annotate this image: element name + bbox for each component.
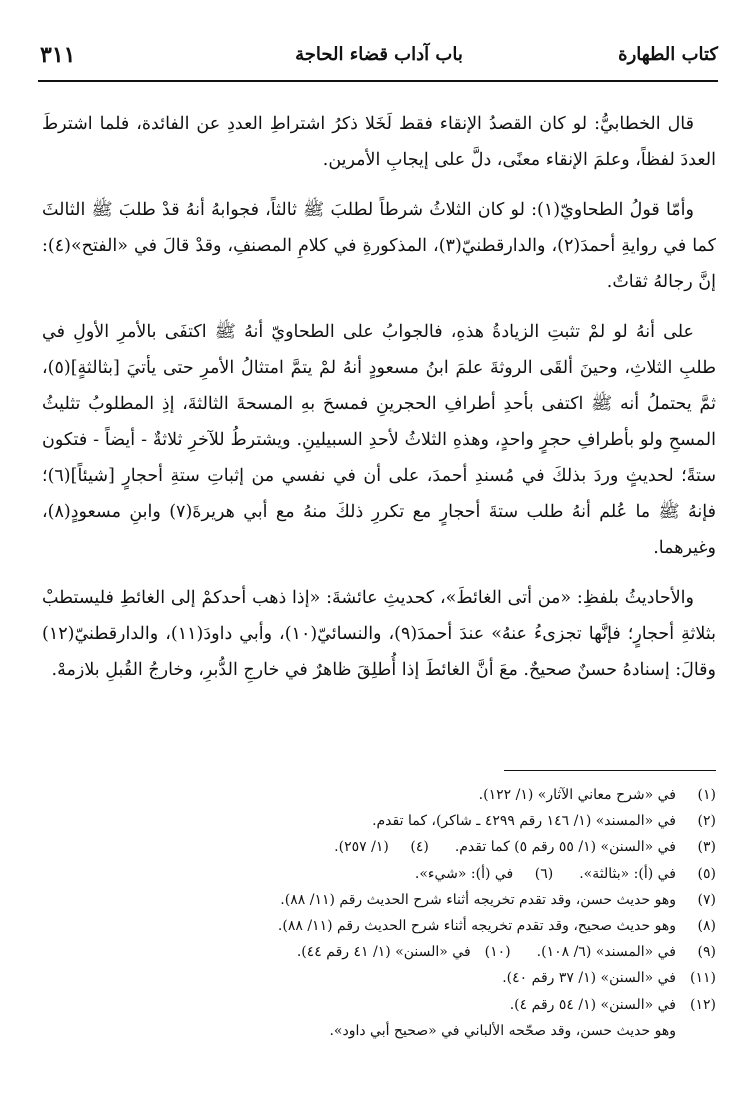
footnote [40, 965, 716, 991]
footnote-text: وهو حديث صحيح، وقد تقدم تخريجه أثناء شرح الحديث رقم (١١/ ٨٨). [277, 918, 676, 935]
footnote-number: (١٠) [484, 944, 511, 961]
footnote-text: في «السنن» (١/ ٥٥ رقم ٥) كما تقدم. [454, 839, 676, 856]
footnote-text: في «المسند» (١/ ١٤٦ رقم ٤٢٩٩ ـ شاكر)، كما تقدم. [372, 813, 676, 830]
running-header [40, 44, 718, 78]
header-rule [38, 80, 718, 82]
footnote-number: (٨) [697, 918, 716, 935]
footnote-text: (١/ ٢٥٧). [334, 839, 389, 856]
footnote-number: (٩) [697, 944, 716, 961]
paragraph: قال الخطابيُّ: لو كان القصدُ الإنقاء فقط لَخَلا ذكرُ اشتراطِ العددِ عن الفائدة، فلما اشترطَ العددَ لفظاً، وعلمَ الإنقاء معنًى، دلَّ على إيجابِ الأمرين. [42, 114, 716, 170]
footnote-text: في «السنن» (١/ ٤١ رقم ٤٤). [296, 944, 471, 961]
footnote-text: في (أ): «شيء». [414, 865, 514, 882]
paragraph: وأمّا قولُ الطحاويّ(١): لو كان الثلاثُ شرطاً لطلبَ ﷺ ثالثاً، فجوابهُ أنهُ قدْ طلبَ ﷺ الثالثَ كما في روايةِ أحمدَ(٢)، والدارقطنيّ(٣)، المذكورةِ في كلامِ المصنفِ، وقدْ قالَ في «الفتح»(٤): إنَّ رجالهُ ثقاتٌ. [42, 200, 716, 292]
footnote-text: في «شرح معاني الآثار» (١/ ١٢٢). [478, 787, 676, 803]
paragraph: على أنهُ لو لمْ تثبتِ الزيادةُ هذهِ، فالجوابُ على الطحاويّ أنهُ ﷺ اكتفَى بالأمرِ الأولِ في طلبِ الثلاثِ، وحينَ ألقَى الروثةَ علمَ ابنُ مسعودٍ أنهُ لمْ يتمَّ امتثالُ الأمرِ حتى يأتيَ [بثالثةٍ](٥)، ثمَّ يحتملُ أنه ﷺ اكتفى بأحدِ أطرافِ الحجرينِ فمسحَ بهِ المسحةَ الثالثةَ، إذِ المطلوبُ تثليثُ المسحِ ولو بأطرافِ حجرٍ واحدٍ، وهذهِ الثلاثُ لأحدِ السبيلينِ. ويشترطُ للآخرِ ثلاثةٌ - أيضاً - فتكون ستةً؛ لحديثٍ وردَ بذلكَ في مُسندِ أحمدَ، على أن في نفسي من إثباتِ ستةِ أحجارٍ [شيئاً](٦)؛ فإنهُ ﷺ ما عُلم أنهُ طلب ستةَ أحجارٍ مع تكررِ ذلكَ منهُ مع أبي هريرةَ(٧) وابنِ مسعودٍ(٨)، وغيرهما. [42, 322, 716, 558]
footnote-number: (٤) [410, 839, 429, 856]
footnote [40, 808, 716, 834]
main-text [42, 106, 716, 702]
footnote [40, 939, 716, 965]
footnote-text: في «السنن» (١/ ٥٤ رقم ٤). [509, 996, 676, 1013]
footnote-number: (٥) [697, 865, 716, 882]
footnotes [40, 782, 716, 1044]
footnote-text: في «المسند» (٦/ ١٠٨). [536, 944, 676, 961]
footnote [40, 992, 716, 1018]
footnote [40, 782, 716, 808]
page-number: ٣١١ [40, 42, 76, 68]
footnote-text: في (أ): «بثالثة». [579, 865, 676, 882]
footnote [40, 861, 716, 887]
footnote-number: (٧) [697, 891, 716, 908]
chapter-title: باب آداب قضاء الحاجة [295, 44, 463, 65]
footnote-number: (٣) [697, 839, 716, 856]
footnote [40, 913, 716, 939]
footnote [40, 887, 716, 913]
footnote-text: في «السنن» (١/ ٣٧ رقم ٤٠). [502, 970, 676, 987]
footnote [40, 834, 716, 860]
footnote-number: (١) [697, 787, 716, 803]
paragraph: والأحاديثُ بلفظِ: «من أتى الغائطَ»، كحديثِ عائشةَ: «إذا ذهب أحدكمْ إلى الغائطِ فليستطبْ بثلاثةِ أحجارٍ؛ فإنَّها تجزىءُ عنهُ» عندَ أحمدَ(٩)، والنسائيّ(١٠)، وأبي داودَ(١١)، والدارقطنيّ(١٢) وقالَ: إسنادهُ حسنٌ صحيحٌ. معَ أنَّ الغائطَ إذا أُطلِقَ ظاهرٌ في خارجِ الدُّبرِ، وخارجُ القُبلِ بلازمهْ. [42, 588, 716, 680]
footnote-number: (٦) [534, 865, 554, 882]
footnote-text: وهو حديث حسن، وقد تقدم تخريجه أثناء شرح الحديث رقم (١١/ ٨٨). [280, 891, 676, 908]
footnote-number: (٢) [697, 813, 716, 830]
footnote [40, 1018, 716, 1044]
book-title: كتاب الطهارة [618, 44, 718, 65]
footnote-number: (١٢) [690, 996, 716, 1013]
footnote-text: وهو حديث حسن، وقد صحّحه الألباني في «صحيح أبي داود». [329, 1022, 676, 1039]
footnote-number: (١١) [690, 970, 716, 987]
footnote-rule [504, 770, 716, 771]
